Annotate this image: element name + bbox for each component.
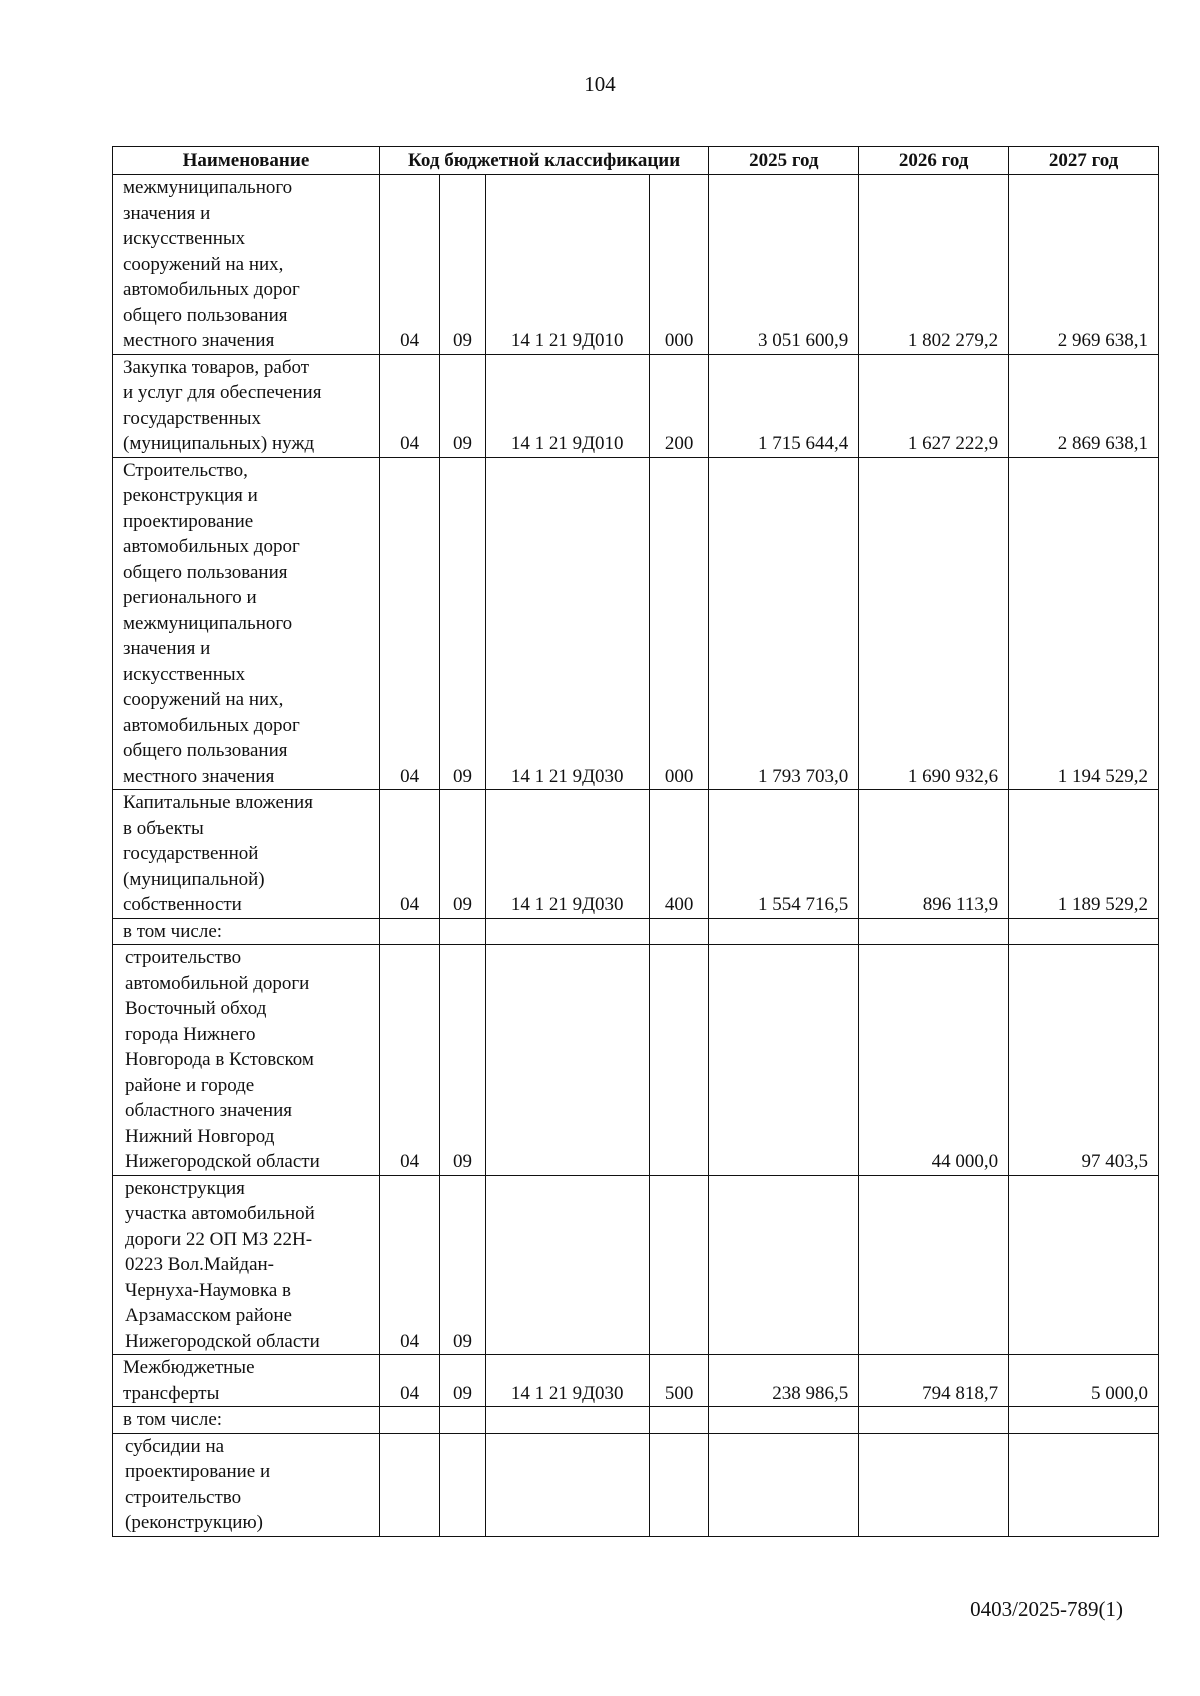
row-expense-type <box>649 945 709 1176</box>
row-section: 04 <box>379 790 440 919</box>
row-subsection: 09 <box>440 945 485 1176</box>
row-section: 04 <box>379 1175 440 1355</box>
row-subsection: 09 <box>440 790 485 919</box>
row-name: Закупка товаров, работ и услуг для обеспечения государственных (муниципальных) нужд <box>113 354 380 457</box>
row-amount-2026: 896 113,9 <box>859 790 1009 919</box>
row-amount-2025 <box>709 1407 859 1434</box>
row-amount-2025: 1 715 644,4 <box>709 354 859 457</box>
row-amount-2025 <box>709 1433 859 1536</box>
row-amount-2026 <box>859 1433 1009 1536</box>
table-row <box>113 1433 1159 1536</box>
row-section: 04 <box>379 1355 440 1407</box>
row-subsection <box>440 1407 485 1434</box>
row-amount-2025: 1 793 703,0 <box>709 457 859 790</box>
table-row <box>113 790 1159 919</box>
row-expense-type <box>649 1175 709 1355</box>
row-amount-2025: 1 554 716,5 <box>709 790 859 919</box>
row-name: реконструкция участка автомобильной дороги 22 ОП МЗ 22Н- 0223 Вол.Майдан- Чернуха-Наумовка в Арзамасском районе Нижегородской области <box>113 1175 380 1355</box>
row-subsection: 09 <box>440 175 485 355</box>
row-name: в том числе: <box>113 1407 380 1434</box>
row-expense-type: 200 <box>649 354 709 457</box>
row-target-article: 14 1 21 9Д010 <box>485 354 649 457</box>
row-amount-2027: 97 403,5 <box>1009 945 1159 1176</box>
row-expense-type <box>649 918 709 945</box>
row-amount-2025 <box>709 1175 859 1355</box>
row-amount-2027 <box>1009 1407 1159 1434</box>
row-expense-type: 000 <box>649 457 709 790</box>
table-row <box>113 1407 1159 1434</box>
table-row <box>113 175 1159 355</box>
row-amount-2027: 2 869 638,1 <box>1009 354 1159 457</box>
document-id: 0403/2025-789(1) <box>970 1597 1123 1621</box>
row-section <box>379 918 440 945</box>
row-target-article <box>485 1175 649 1355</box>
row-name: строительство автомобильной дороги Восточный обход города Нижнего Новгорода в Кстовском районе и городе областного значения Нижний Новгород Нижегородской области <box>113 945 380 1176</box>
row-target-article <box>485 918 649 945</box>
row-amount-2027 <box>1009 1175 1159 1355</box>
table-row <box>113 945 1159 1176</box>
row-amount-2027: 2 969 638,1 <box>1009 175 1159 355</box>
budget-table <box>112 146 1159 1537</box>
row-amount-2026 <box>859 1407 1009 1434</box>
row-amount-2026: 1 690 932,6 <box>859 457 1009 790</box>
row-amount-2025 <box>709 918 859 945</box>
table-row <box>113 354 1159 457</box>
row-expense-type <box>649 1433 709 1536</box>
row-subsection <box>440 1433 485 1536</box>
row-section <box>379 1433 440 1536</box>
row-amount-2026: 1 627 222,9 <box>859 354 1009 457</box>
row-amount-2027: 5 000,0 <box>1009 1355 1159 1407</box>
page-number: 104 <box>584 72 616 96</box>
row-amount-2025 <box>709 945 859 1176</box>
table-row <box>113 457 1159 790</box>
row-subsection: 09 <box>440 457 485 790</box>
row-target-article: 14 1 21 9Д030 <box>485 790 649 919</box>
row-target-article: 14 1 21 9Д030 <box>485 457 649 790</box>
header-2025: 2025 год <box>709 147 859 175</box>
row-amount-2026: 1 802 279,2 <box>859 175 1009 355</box>
row-subsection <box>440 918 485 945</box>
row-name: Межбюджетные трансферты <box>113 1355 380 1407</box>
table-row <box>113 1355 1159 1407</box>
header-2027: 2027 год <box>1009 147 1159 175</box>
row-amount-2026: 44 000,0 <box>859 945 1009 1176</box>
row-amount-2025: 3 051 600,9 <box>709 175 859 355</box>
row-target-article <box>485 1407 649 1434</box>
row-section: 04 <box>379 945 440 1176</box>
row-section: 04 <box>379 175 440 355</box>
row-amount-2027: 1 194 529,2 <box>1009 457 1159 790</box>
row-subsection: 09 <box>440 1175 485 1355</box>
row-name: субсидии на проектирование и строительство (реконструкцию) <box>113 1433 380 1536</box>
row-expense-type: 500 <box>649 1355 709 1407</box>
row-section: 04 <box>379 457 440 790</box>
row-section: 04 <box>379 354 440 457</box>
row-amount-2025: 238 986,5 <box>709 1355 859 1407</box>
row-name: Строительство, реконструкция и проектирование автомобильных дорог общего пользования регионального и межмуниципального значения и искусственных сооружений на них, автомобильных дорог общего пользования местного значения <box>113 457 380 790</box>
row-amount-2027 <box>1009 1433 1159 1536</box>
row-name: Капитальные вложения в объекты государственной (муниципальной) собственности <box>113 790 380 919</box>
row-amount-2027 <box>1009 918 1159 945</box>
row-subsection: 09 <box>440 354 485 457</box>
row-name: в том числе: <box>113 918 380 945</box>
table-row <box>113 918 1159 945</box>
row-expense-type <box>649 1407 709 1434</box>
row-name: межмуниципального значения и искусственных сооружений на них, автомобильных дорог общего пользования местного значения <box>113 175 380 355</box>
row-amount-2026 <box>859 918 1009 945</box>
row-subsection: 09 <box>440 1355 485 1407</box>
table-header-row <box>113 147 1159 175</box>
table-row <box>113 1175 1159 1355</box>
row-expense-type: 400 <box>649 790 709 919</box>
row-section <box>379 1407 440 1434</box>
row-target-article <box>485 1433 649 1536</box>
row-target-article <box>485 945 649 1176</box>
row-target-article: 14 1 21 9Д010 <box>485 175 649 355</box>
header-name: Наименование <box>113 147 380 175</box>
header-code: Код бюджетной классификации <box>379 147 709 175</box>
row-expense-type: 000 <box>649 175 709 355</box>
row-amount-2026: 794 818,7 <box>859 1355 1009 1407</box>
row-target-article: 14 1 21 9Д030 <box>485 1355 649 1407</box>
header-2026: 2026 год <box>859 147 1009 175</box>
row-amount-2026 <box>859 1175 1009 1355</box>
row-amount-2027: 1 189 529,2 <box>1009 790 1159 919</box>
